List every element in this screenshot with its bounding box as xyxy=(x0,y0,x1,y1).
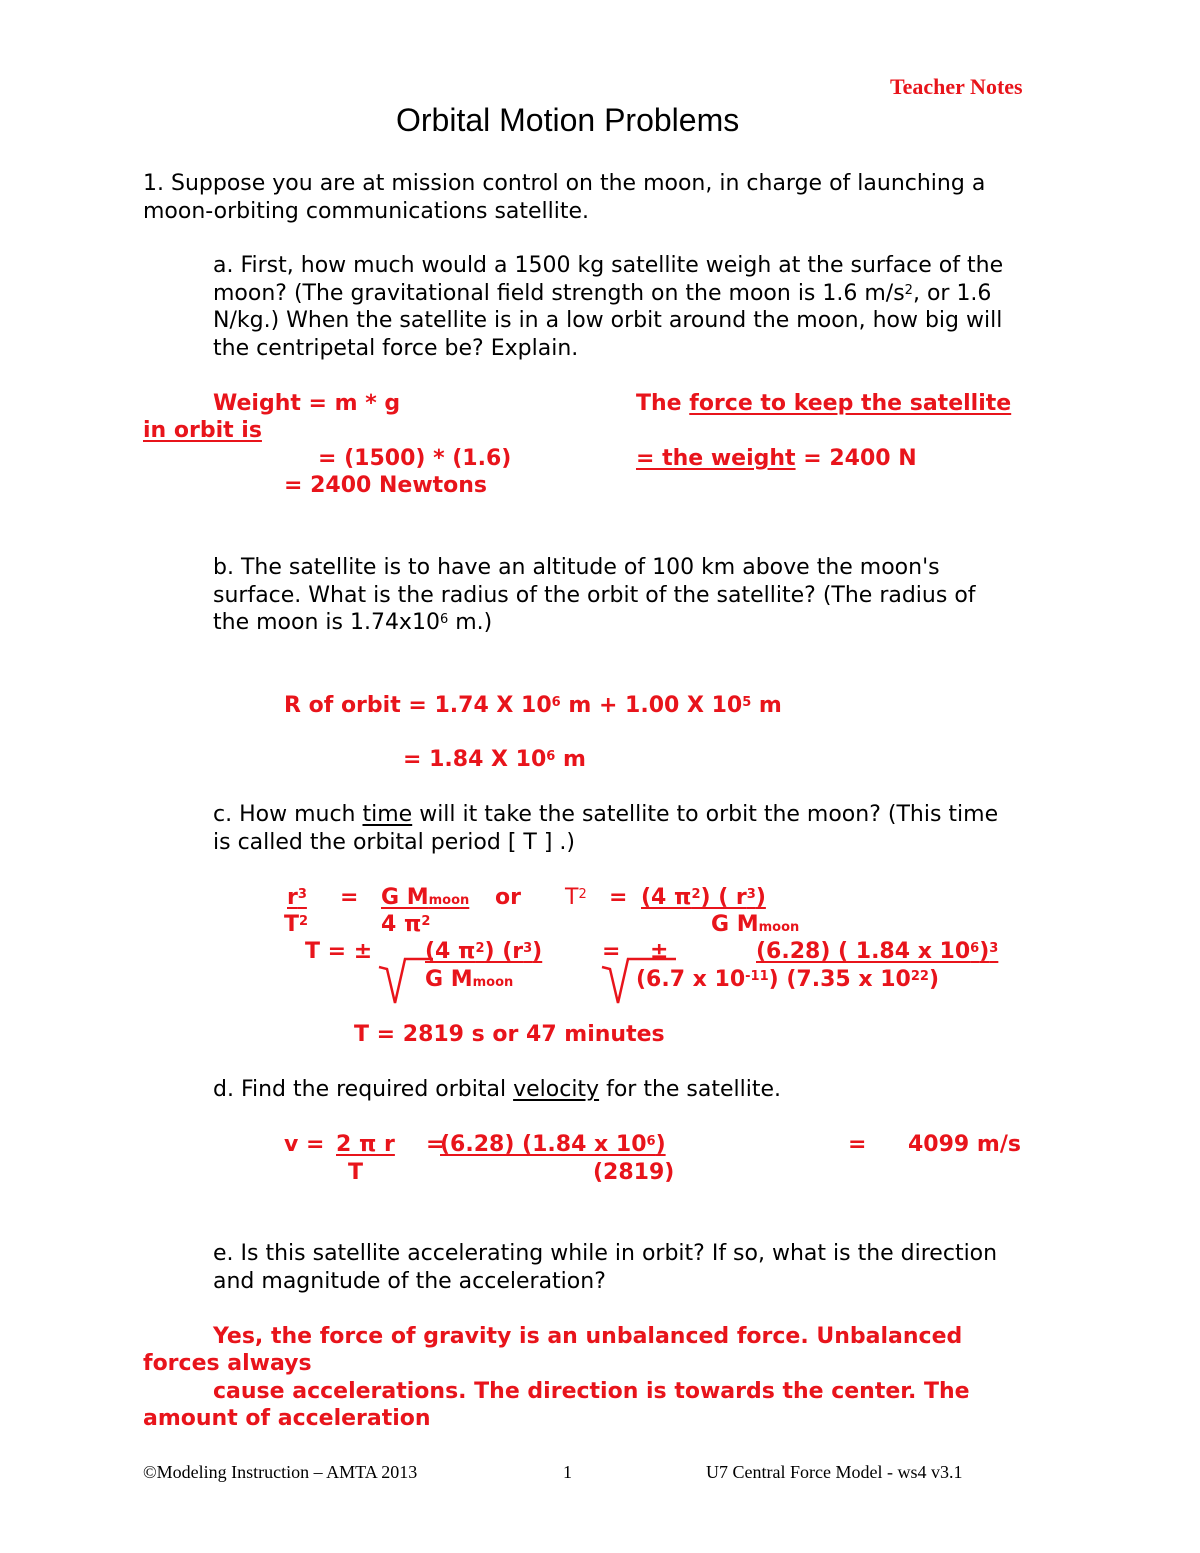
qa-line2: moon? (The gravitational field strength on the moon is 1.6 $m/s^2$, or 1.6 xyxy=(213,281,992,306)
qd-v-eq: v = xyxy=(284,1132,325,1157)
qa-answer-weight: Weight = m * g xyxy=(213,391,401,416)
page-title: Orbital Motion Problems xyxy=(396,102,740,138)
qc-formula-eq1: = xyxy=(340,885,359,910)
qc-formula-T2b: $T^2$ xyxy=(565,885,587,910)
q1-intro-line1: 1. Suppose you are at mission control on the moon, in charge of launching a xyxy=(143,171,986,196)
footer-document-id: U7 Central Force Model - ws4 v3.1 xyxy=(706,1462,963,1482)
qc-formula-GMmoon2: G $M_{moon}$ xyxy=(711,912,800,937)
qc-eq3: = xyxy=(602,939,621,964)
qc-formula-4pi: 4 $\pi^2$ xyxy=(381,912,431,937)
qd-v-numerator: 2 π r xyxy=(336,1132,395,1157)
qc-line2: is called the orbital period [ T ] .) xyxy=(213,830,575,855)
qc-formula-or: or xyxy=(495,885,521,910)
qb-line2: surface. What is the radius of the orbit of the satellite? (The radius of xyxy=(213,583,976,608)
qc-sqrt2-denominator: (6.7 x $10^{-11}$) (7.35 x $10^{22}$) xyxy=(636,967,939,992)
qc-formula-r3: $r^3$ xyxy=(287,885,307,910)
qb-answer-radius: R of orbit = 1.74 X $10^6$ m + 1.00 X $10^5$ m xyxy=(284,693,782,718)
qa-answer-in-orbit: in orbit is xyxy=(143,418,262,443)
qd-v-result: 4099 m/s xyxy=(908,1132,1021,1157)
qc-result: T = 2819 s or 47 minutes xyxy=(354,1022,665,1047)
qc-sqrt1-denominator: G $M_{moon}$ xyxy=(425,967,514,992)
qd-v-mid-eq: = xyxy=(426,1132,445,1157)
qd-v-numerator2: (6.28) (1.84 x $10^6$) xyxy=(440,1132,666,1157)
qd-v-denominator2: (2819) xyxy=(593,1160,675,1185)
qe-answer-line3: cause accelerations. The direction is towards the center. The xyxy=(213,1379,970,1404)
qb-line3: the moon is $1.74x10^6$ m.) xyxy=(213,610,493,635)
qa-answer-weight-eq: = the weight = 2400 N xyxy=(636,446,917,471)
qa-answer-force: The force to keep the satellite xyxy=(636,391,1012,416)
qc-formula-T2: $T^2$ xyxy=(284,912,309,937)
qd-line1: d. Find the required orbital velocity for the satellite. xyxy=(213,1077,782,1102)
qd-v-denominator: T xyxy=(348,1160,364,1185)
qe-answer-line2: forces always xyxy=(143,1351,312,1376)
footer-copyright: ©Modeling Instruction – AMTA 2013 xyxy=(143,1462,418,1482)
q1-intro-line2: moon-orbiting communications satellite. xyxy=(143,199,590,224)
qc-sqrt1-numerator: (4 $\pi^2$) $(r^3)$ xyxy=(425,939,543,964)
qe-line2: and magnitude of the acceleration? xyxy=(213,1269,606,1294)
qc-T-label: T = ± xyxy=(305,939,373,964)
qc-pm: ± xyxy=(650,939,669,964)
footer-page-number: 1 xyxy=(563,1462,572,1482)
qc-line1: c. How much time will it take the satellite to orbit the moon? (This time xyxy=(213,802,999,827)
qe-answer-line4: amount of acceleration xyxy=(143,1406,431,1431)
qa-answer-calc: = (1500) * (1.6) xyxy=(318,446,512,471)
qa-answer-result: = 2400 Newtons xyxy=(284,473,488,498)
qa-line1: a. First, how much would a 1500 kg satellite weigh at the surface of the xyxy=(213,253,1004,278)
qb-line1: b. The satellite is to have an altitude of 100 km above the moon's xyxy=(213,555,940,580)
qc-formula-GMmoon: G $M_{moon}$ xyxy=(381,885,470,910)
teacher-notes-label: Teacher Notes xyxy=(890,74,1023,99)
qc-formula-4pi2-r3: (4 $\pi^2$) ( $r^3$) xyxy=(641,885,766,910)
qb-answer-result: = 1.84 X $10^6$ m xyxy=(403,747,586,772)
qc-sqrt2-numerator: (6.28) ( 1.84 x $10^6)^3$ xyxy=(756,939,999,964)
qa-line4: the centripetal force be? Explain. xyxy=(213,336,579,361)
qd-v-eq2: = xyxy=(848,1132,867,1157)
qc-formula-eq2: = xyxy=(609,885,628,910)
qa-line3: N/kg.) When the satellite is in a low orbit around the moon, how big will xyxy=(213,308,1003,333)
qe-line1: e. Is this satellite accelerating while in orbit? If so, what is the direction xyxy=(213,1241,998,1266)
qe-answer-line1: Yes, the force of gravity is an unbalanced force. Unbalanced xyxy=(213,1324,963,1349)
